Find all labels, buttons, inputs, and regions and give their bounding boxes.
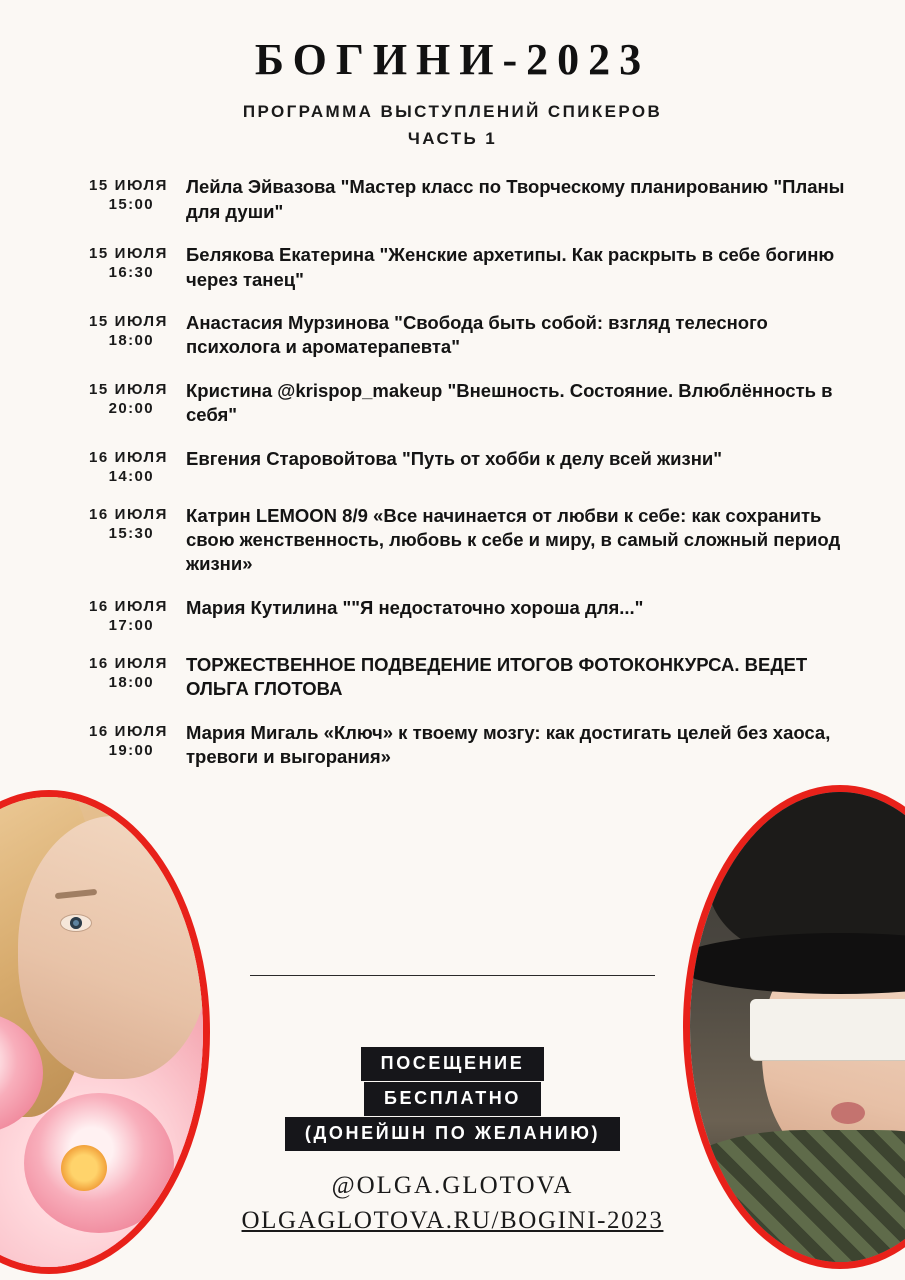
schedule-description: Мария Кутилина ""Я недостаточно хороша для..."	[186, 596, 644, 618]
free-attendance-banner	[0, 1047, 905, 1152]
schedule-description: ТОРЖЕСТВЕННОЕ ПОДВЕДЕНИЕ ИТОГОВ ФОТОКОНКУРСА. ВЕДЕТ ОЛЬГА ГЛОТОВА	[186, 653, 808, 700]
poster-header	[0, 0, 905, 149]
schedule-date: 16 ИЮЛЯ	[88, 654, 168, 672]
schedule-time: 18:00	[108, 332, 154, 350]
schedule-when	[64, 721, 186, 759]
schedule-row	[64, 311, 845, 360]
banner-line-3: (ДОНЕЙШН ПО ЖЕЛАНИЮ)	[285, 1117, 620, 1151]
schedule-when	[64, 243, 186, 281]
schedule-row	[64, 175, 845, 224]
schedule-when	[64, 447, 186, 485]
page-title: БОГИНИ-2023	[254, 35, 651, 84]
instagram-handle[interactable]: @OLGA.GLOTOVA	[331, 1172, 574, 1199]
schedule-time: 15:30	[108, 524, 154, 542]
schedule-description: Евгения Старовойтова "Путь от хобби к делу всей жизни"	[186, 447, 723, 469]
schedule-time: 15:00	[108, 196, 154, 214]
schedule-time: 19:00	[108, 741, 154, 759]
schedule-date: 16 ИЮЛЯ	[88, 448, 168, 466]
schedule-row	[64, 596, 845, 634]
schedule-when	[64, 379, 186, 417]
website-link[interactable]: OLGAGLOTOVA.RU/BOGINI-2023	[241, 1207, 664, 1234]
schedule-when	[64, 653, 186, 691]
page-subtitle-part: ЧАСТЬ 1	[407, 129, 498, 149]
schedule-when	[64, 175, 186, 213]
schedule-description: Анастасия Мурзинова "Свобода быть собой: взгляд телесного психолога и ароматерапевта"	[186, 312, 768, 358]
schedule-row	[64, 243, 845, 292]
schedule-date: 16 ИЮЛЯ	[88, 505, 168, 523]
schedule-date: 16 ИЮЛЯ	[88, 597, 168, 615]
page-subtitle: ПРОГРАММА ВЫСТУПЛЕНИЙ СПИКЕРОВ	[242, 102, 663, 122]
schedule-description: Лейла Эйвазова "Мастер класс по Творческому планированию "Планы для души"	[186, 176, 845, 222]
schedule-row	[64, 721, 845, 770]
banner-line-1: ПОСЕЩЕНИЕ	[361, 1047, 545, 1081]
section-divider	[250, 975, 655, 976]
schedule-row	[64, 447, 845, 485]
schedule-when	[64, 504, 186, 542]
schedule-date: 15 ИЮЛЯ	[88, 177, 168, 195]
schedule-description: Белякова Екатерина "Женские архетипы. Как раскрыть в себе богиню через танец"	[186, 244, 835, 290]
schedule-time: 14:00	[108, 467, 154, 485]
schedule-time: 18:00	[108, 673, 154, 691]
schedule-when	[64, 596, 186, 634]
schedule-time: 17:00	[108, 616, 154, 634]
schedule-date: 16 ИЮЛЯ	[88, 722, 168, 740]
schedule-description: Мария Мигаль «Ключ» к твоему мозгу: как достигать целей без хаоса, тревоги и выгорания»	[186, 721, 831, 768]
schedule-date: 15 ИЮЛЯ	[88, 245, 168, 263]
schedule-list	[0, 175, 905, 769]
schedule-row	[64, 653, 845, 702]
schedule-date: 15 ИЮЛЯ	[88, 313, 168, 331]
schedule-row	[64, 379, 845, 428]
schedule-row	[64, 504, 845, 577]
schedule-date: 15 ИЮЛЯ	[88, 380, 168, 398]
schedule-time: 16:30	[108, 264, 154, 282]
schedule-time: 20:00	[108, 399, 154, 417]
schedule-when	[64, 311, 186, 349]
schedule-description: Кристина @krispop_makeup "Внешность. Состояние. Влюблённость в себя"	[186, 379, 833, 426]
poster-footer	[0, 1172, 905, 1235]
schedule-description: Катрин LEMOON 8/9 «Все начинается от любви к себе: как сохранить свою женственность, любовь к себе и миру, в самый сложный период жизни»	[186, 504, 841, 575]
banner-line-2: БЕСПЛАТНО	[364, 1082, 541, 1116]
